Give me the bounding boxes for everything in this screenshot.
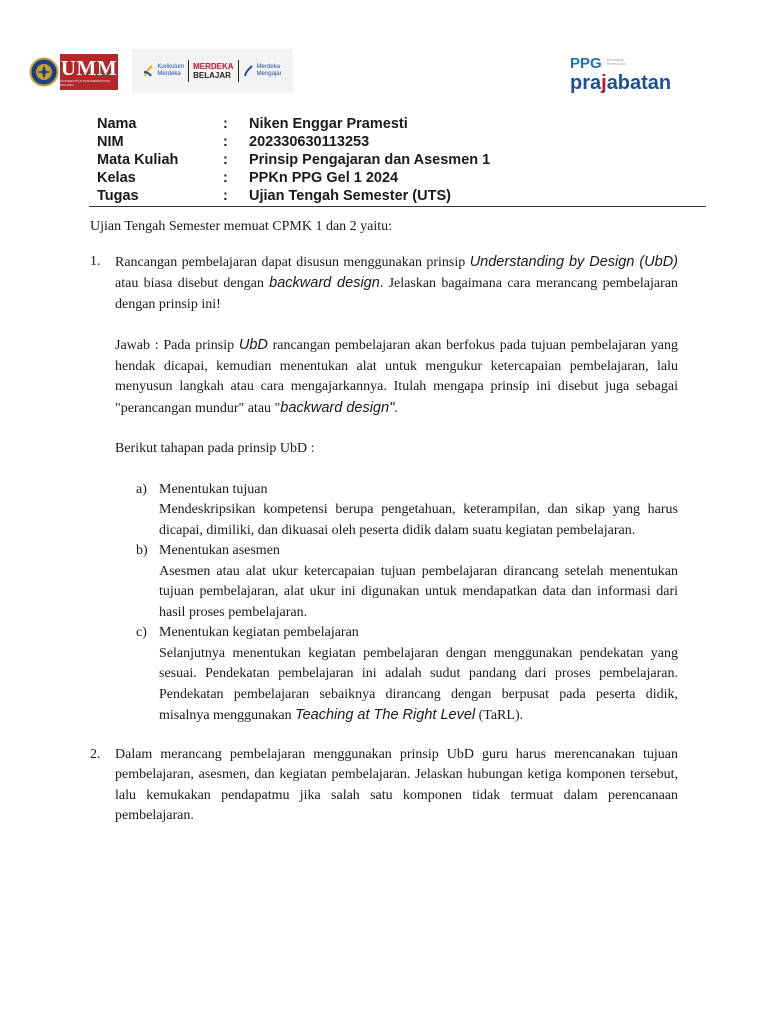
assignment-name: Ujian Tengah Semester (UTS) xyxy=(249,188,451,204)
info-row-nim: NIM : 202330630113253 xyxy=(97,133,697,151)
merdeka-mengajar-line1: Merdeka xyxy=(256,64,280,70)
umm-logo-text: UMM xyxy=(60,55,118,80)
student-name: Niken Enggar Pramesti xyxy=(249,116,408,132)
info-row-mata-kuliah: Mata Kuliah : Prinsip Pengajaran dan Asesmen 1 xyxy=(97,151,697,169)
step-description: Mendeskripsikan kompetensi berupa pengetahuan, keterampilan, dan sikap yang harus dicapai, dimiliki, dan dikuasai oleh peserta didik dalam suatu kegiatan pembelajaran. xyxy=(159,502,678,538)
prajabatan-logo-text: prajabatan xyxy=(570,72,672,94)
student-info xyxy=(97,115,697,205)
merdeka-mengajar-line2: Mengajar xyxy=(256,71,282,77)
logo-divider xyxy=(238,60,239,82)
merdeka-logos xyxy=(132,49,293,93)
step-item: b) Menentukan asesmen Asesmen atau alat ukur ketercapaian tujuan pembelajaran dirancang setelah menentukan tujuan pembelajaran, alat ukur ini digunakan untuk mendapatkan data dan informasi dari hasil proses pembelajaran. xyxy=(136,541,678,623)
question-number: 2. xyxy=(90,746,101,762)
info-row-kelas: Kelas : PPKn PPG Gel 1 2024 xyxy=(97,169,697,187)
kurikulum-merdeka-icon xyxy=(143,64,153,78)
course-name: Prinsip Pengajaran dan Asesmen 1 xyxy=(249,152,491,168)
step-item: a) Menentukan tujuan Mendeskripsikan kompetensi berupa pengetahuan, keterampilan, dan sikap yang harus dicapai, dimiliki, dan dikuasai oleh peserta didik dalam suatu kegiatan pembelajaran. xyxy=(136,480,678,542)
question-1-text: Rancangan pembelajaran dapat disusun menggunakan prinsip Understanding by Design (UbD) atau biasa disebut dengan backward design. Jelaskan bagaimana cara merancang pembelajaran dengan prinsip ini! xyxy=(115,253,679,312)
logo-divider xyxy=(188,60,189,82)
question-2 xyxy=(90,745,678,827)
question-1 xyxy=(90,252,678,727)
kurikulum-merdeka-label: Merdeka xyxy=(157,71,181,77)
question-2-text: Dalam merancang pembelajaran menggunakan prinsip UbD guru harus merencanakan tujuan pembelajaran, asesmen, dan kegiatan pembelajaran. Jelaskan hubungan ketiga komponen tersebut, lalu kemukakan pendapatmu jika salah satu komponen tidak termuat dalam perencanaan pembelajaran. xyxy=(115,746,678,823)
umm-seal-icon xyxy=(28,54,60,90)
kurikulum-label: Kurikulum xyxy=(157,64,185,70)
student-id: 202330630113253 xyxy=(249,134,370,150)
step-description: Selanjutnya menentukan kegiatan pembelajaran dengan menggunakan pendekatan yang sesuai. Pendekatan pembelajaran ini adalah sudut pandang dari proses pembelajaran. Pendekatan pembelajaran sebaiknya dirancang dengan berpusat pada peserta didik, misalnya menggunakan Teaching at The Right Level (TaRL). xyxy=(159,645,678,723)
step-title: Menentukan asesmen xyxy=(159,543,280,558)
class-name: PPKn PPG Gel 1 2024 xyxy=(249,170,399,186)
step-description: Asesmen atau alat ukur ketercapaian tujuan pembelajaran dirancang setelah menentukan tujuan pembelajaran, alat ukur ini digunakan untuk mendapatkan data dan informasi dari hasil proses pembelajaran. xyxy=(159,563,678,620)
intro-text: Ujian Tengah Semester memuat CPMK 1 dan 2 yaitu: xyxy=(90,219,393,234)
info-row-tugas: Tugas : Ujian Tengah Semester (UTS) xyxy=(97,187,697,205)
steps-intro: Berikut tahapan pada prinsip UbD : xyxy=(115,441,315,456)
step-title: Menentukan tujuan xyxy=(159,481,268,497)
question-number: 1. xyxy=(90,253,101,269)
umm-logo xyxy=(28,54,118,90)
document-body xyxy=(90,217,678,827)
info-row-nama: Nama : Niken Enggar Pramesti xyxy=(97,115,697,133)
answer-1-text: Jawab : Pada prinsip UbD rancangan pembelajaran akan berfokus pada tujuan pembelajaran yang hendak dicapai, kemudian menentukan alat untuk mengukur ketercapaian pembelajaran, lalu menyusun langkah atau cara mengajarkannya. Itulah mengapa prinsip ini disebut juga sebagai "perancangan mundur" atau "backward design". xyxy=(115,337,678,416)
merdeka-belajar-line2: BELAJAR xyxy=(193,71,231,80)
header-divider xyxy=(89,206,706,207)
merdeka-belajar-line1: MERDEKA xyxy=(193,62,234,71)
step-title: Menentukan kegiatan pembelajaran xyxy=(159,625,359,640)
ppg-tagline: Pendidikan Profesi Guru xyxy=(606,58,627,66)
umm-logo-subtext: UNIVERSITAS MUHAMMADIYAH MALANG xyxy=(60,78,111,87)
ppg-logo-text: PPG xyxy=(570,55,602,72)
step-item: c) Menentukan kegiatan pembelajaran Selanjutnya menentukan kegiatan pembelajaran dengan menggunakan pendekatan yang sesuai. Pendekatan pembelajaran ini adalah sudut pandang dari proses pembelajaran. Pendekatan pembelajaran sebaiknya dirancang dengan berpusat pada peserta didik, misalnya menggunakan Teaching at The Right Level (TaRL). xyxy=(136,623,678,727)
merdeka-mengajar-icon xyxy=(243,64,253,78)
ppg-prajabatan-logo xyxy=(570,56,680,98)
